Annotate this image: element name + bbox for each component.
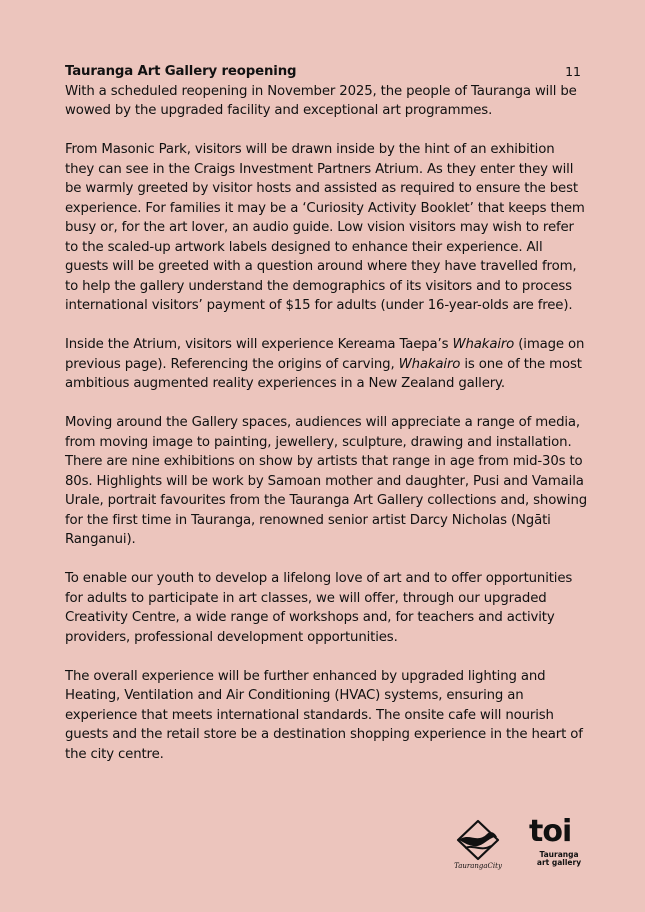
artwork-title-whakairo: Whakairo bbox=[452, 337, 515, 352]
paragraph-arrival: From Masonic Park, visitors will be drawn inside by the hint of an exhibition they can see in the Craigs Investment Partners Atrium. As they enter they will be warmly greeted by visitor hosts and assisted as required to ensure the best experience. For families it may be a ‘Curiosity Activity Booklet’ that keeps them busy or, for the art lover, an audio guide. Low vision visitors may wish to refer to the scaled-up artwork labels designed to enhance their experience. All guests will be greeted with a question around where they have travelled from, to help the gallery understand the demographics of its visitors and to process international visitors’ payment of $15 for adults (under 16-year-olds are free). bbox=[65, 142, 585, 313]
tauranga-city-emblem-icon bbox=[445, 818, 511, 864]
article-title: Tauranga Art Gallery reopening bbox=[65, 64, 297, 79]
paragraph-intro: With a scheduled reopening in November 2025, the people of Tauranga will be wowed by the upgraded facility and exceptional art programmes. bbox=[65, 83, 577, 118]
toi-subtitle bbox=[529, 851, 589, 867]
paragraph-atrium-text-a: Inside the Atrium, visitors will experience Kereama Taepa’s bbox=[65, 337, 453, 352]
paragraph-atrium-text-b: (image on previous page). Referencing the origins of carving, bbox=[65, 337, 585, 372]
paragraph-facilities: The overall experience will be further enhanced by upgraded lighting and Heating, Ventilation and Air Conditioning (HVAC) systems, ensuring an experience that meets international standards. The onsite cafe will nourish guests and the retail store be a destination shopping experience in the heart of the city centre. bbox=[65, 668, 583, 762]
paragraph-creativity-centre: To enable our youth to develop a lifelong love of art and to offer opportunities for adults to participate in art classes, we will offer, through our upgraded Creativity Centre, a wide range of workshops and, for teachers and activity providers, professional development opportunities. bbox=[65, 571, 573, 645]
toi-subtitle-line-2: art gallery bbox=[536, 858, 582, 867]
toi-wordmark: toi bbox=[529, 814, 572, 849]
article bbox=[65, 62, 587, 784]
page-number: 11 bbox=[565, 64, 581, 79]
toi-subtitle-line-1: Tauranga bbox=[539, 850, 579, 859]
toi-tauranga-art-gallery-logo bbox=[527, 814, 587, 876]
tauranga-city-logo bbox=[445, 818, 511, 876]
paragraph-atrium bbox=[65, 335, 587, 394]
tauranga-city-wordmark: TaurangaCity bbox=[454, 862, 502, 870]
logos bbox=[445, 814, 585, 878]
artwork-title-whakairo-2: Whakairo bbox=[398, 356, 461, 372]
paragraph-exhibitions: Moving around the Gallery spaces, audiences will appreciate a range of media, from moving image to painting, jewellery, sculpture, drawing and installation. There are nine exhibitions on show by artists that range in age from mid-30s to 80s. Highlights will be work by Samoan mother and daughter, Pusi and Vamaila Urale, portrait favourites from the Tauranga Art Gallery collections and, showing for the first time in Tauranga, renowned senior artist Darcy Nicholas (Ngāti Ranganui). bbox=[65, 415, 588, 547]
paragraph-atrium-text-c: is one of the most ambitious augmented reality experiences in a New Zealand gallery. bbox=[65, 356, 582, 391]
